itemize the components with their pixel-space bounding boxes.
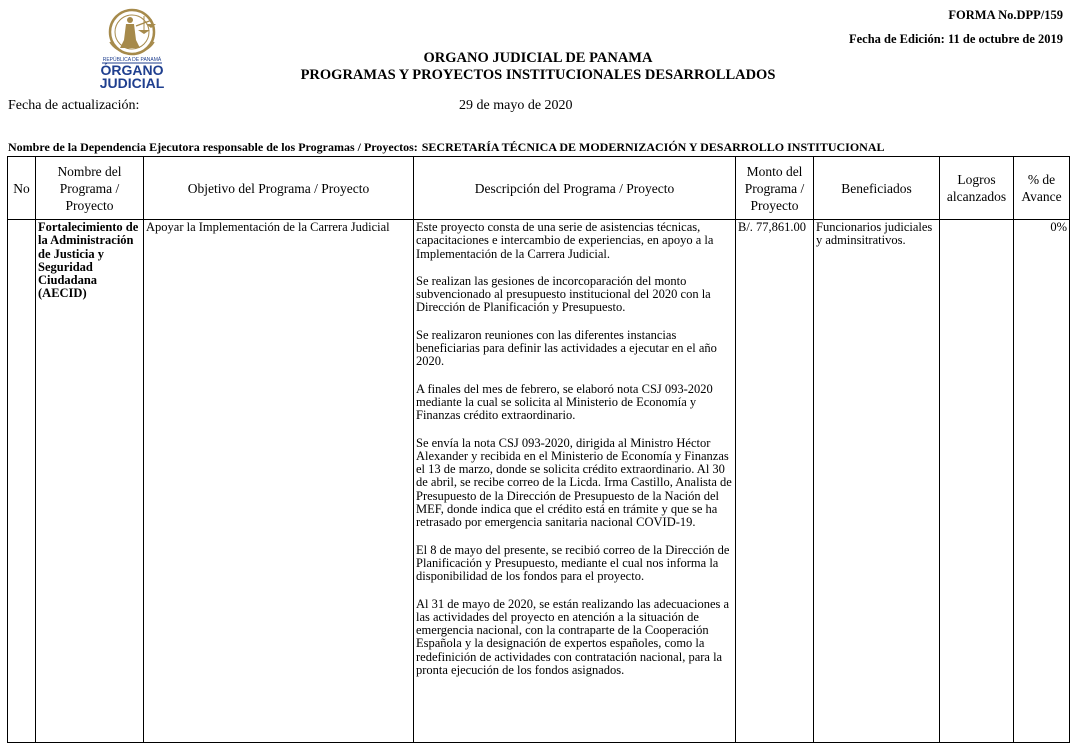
description-paragraph: Se realizaron reuniones con las diferentes instancias beneficiarias para definir las actividades a ejecutar en el año 2020.	[416, 327, 717, 369]
dependency-label: Nombre de la Dependencia Ejecutora responsable de los Programas / Proyectos:	[8, 140, 418, 154]
cell-description	[414, 220, 736, 743]
edition-date: Fecha de Edición: 11 de octubre de 2019	[848, 32, 1063, 46]
dependency-line	[8, 140, 885, 155]
cell-achievements	[940, 220, 1014, 743]
update-date-label: Fecha de actualización:	[8, 98, 140, 113]
programs-table	[7, 156, 1070, 743]
col-header-achievements: Logros alcanzados	[940, 157, 1014, 220]
description-paragraph: A finales del mes de febrero, se elaboró nota CSJ 093-2020 mediante la cual se solicita al Ministerio de Economía y Finanzas crédito extraordinario.	[416, 381, 713, 423]
cell-beneficiaries: Funcionarios judiciales y adminsitrativos.	[814, 220, 940, 743]
description-paragraph: Al 31 de mayo de 2020, se están realizando las adecuaciones a las actividades del proyecto en atención a la situación de emergencia nacional, con la contraparte de la Cooperación Española y la designación de expertos españoles, como la redefinición de actividades con contratación nacional, para la pronta ejecución de los fondos asignados.	[416, 596, 730, 678]
col-header-advance: % de Avance	[1014, 157, 1070, 220]
cell-objective: Apoyar la Implementación de la Carrera Judicial	[144, 220, 414, 743]
update-date-value: 29 de mayo de 2020	[459, 98, 573, 113]
cell-advance: 0%	[1014, 220, 1070, 743]
logo-main-text-1: ÓRGANO	[100, 62, 164, 78]
cell-program-name: Fortalecimiento de la Administración de Justicia y Seguridad Ciudadana (AECID)	[36, 220, 144, 743]
col-header-name: Nombre del Programa / Proyecto	[36, 157, 144, 220]
cell-no	[8, 220, 36, 743]
document-subtitle: PROGRAMAS Y PROYECTOS INSTITUCIONALES DESARROLLADOS	[300, 67, 776, 83]
logo-main-text-2: JUDICIAL	[99, 75, 165, 90]
document-title: ORGANO JUDICIAL DE PANAMA	[423, 50, 653, 66]
description-paragraph: Se envía la nota CSJ 093-2020, dirigida al Ministro Héctor Alexander y recibida en el Ministerio de Economía y Finanzas el 13 de marzo, donde se solicita crédito extraordinario. Al 30 de abril, se recibe correo de la Licda. Irma Castillo, Analista de Presupuesto de la Dirección de Presupuesto de la Nación del MEF, donde indica que el crédito está en trámite y que se ha retrasado por emergencia sanitaria nacional COVID-19.	[416, 435, 732, 530]
dependency-value: SECRETARÍA TÉCNICA DE MODERNIZACIÓN Y DESARROLLO INSTITUCIONAL	[421, 140, 885, 154]
logo-country-text: REPÚBLICA DE PANAMÁ	[102, 57, 162, 63]
description-paragraph: Este proyecto consta de una serie de asistencias técnicas, capacitaciones e intercambio de experiencias, en apoyo a la Implementación de la Carrera Judicial.	[416, 220, 714, 261]
description-paragraph: Se realizan las gesiones de incorcoparación del monto subvencionado al presupuesto institucional del 2020 con la Dirección de Planificación y Presupuesto.	[416, 273, 711, 315]
col-header-no: No	[8, 157, 36, 220]
col-header-description: Descripción del Programa / Proyecto	[414, 157, 736, 220]
cell-amount: B/. 77,861.00	[736, 220, 814, 743]
col-header-objective: Objetivo del Programa / Proyecto	[144, 157, 414, 220]
col-header-amount: Monto del Programa / Proyecto	[736, 157, 814, 220]
description-paragraph: El 8 de mayo del presente, se recibió correo de la Dirección de Planificación y Presupuesto, mediante el cual nos informa la disponibilidad de los fondos para el proyecto.	[416, 542, 730, 584]
table-row	[8, 220, 1070, 743]
form-number: FORMA No.DPP/159	[948, 8, 1063, 22]
col-header-beneficiaries: Beneficiados	[814, 157, 940, 220]
table-header-row	[8, 157, 1070, 220]
